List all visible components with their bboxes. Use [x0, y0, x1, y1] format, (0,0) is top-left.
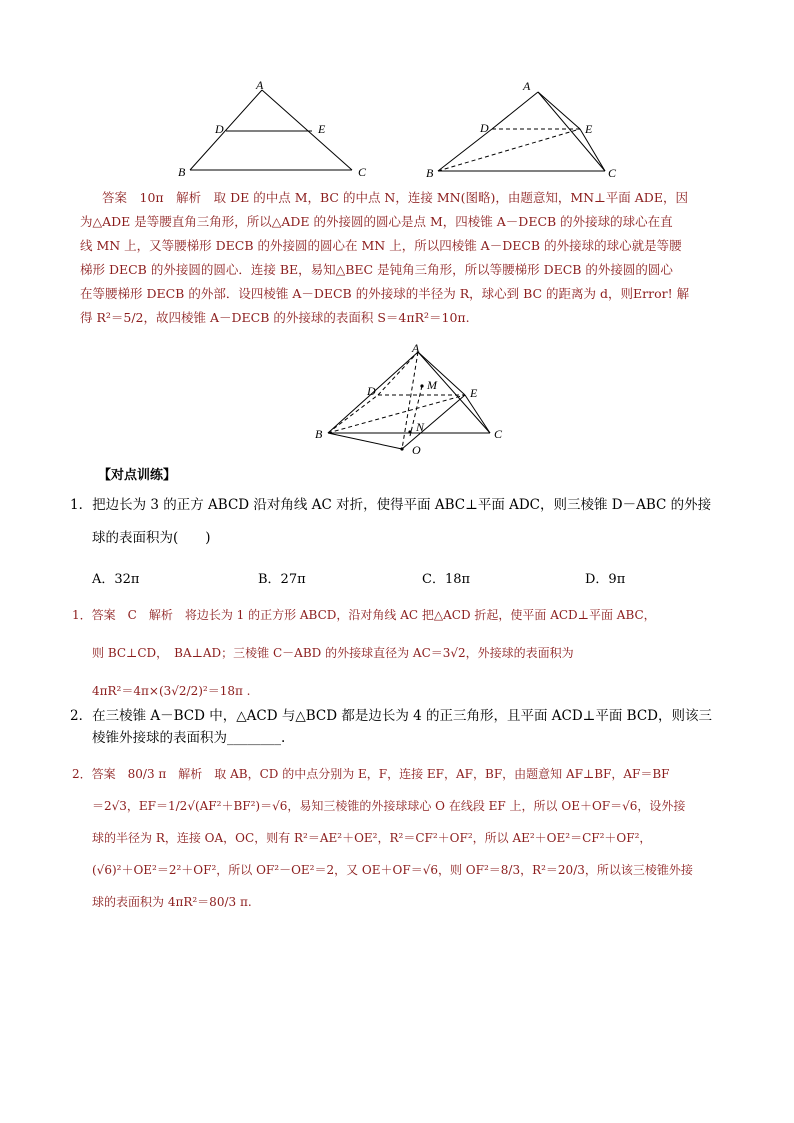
label-A: A [412, 341, 420, 355]
label-A: A [523, 79, 531, 93]
answer-2 [72, 758, 722, 918]
label-B: B [178, 165, 186, 179]
label-D: D [367, 384, 376, 398]
answer-line: 球的半径为 R，连接 OA，OC，则有 R²＝AE²＋OE²，R²＝CF²＋OF²，所以 AE²＋OE²＝CF²＋OF²， [92, 831, 652, 845]
label-C: C [358, 165, 367, 179]
answer-line: (√6)²＋OE²＝2²＋OF²，所以 OF²－OE²＝2，又 OE＋OF＝√6，则 OF²＝8/3，R²＝20/3，所以该三棱锥外接 [92, 863, 693, 877]
solution-0 [80, 186, 720, 330]
solution-line: 得 R²＝5/2，故四棱锥 A－DECB 的外接球的表面积 S＝4πR²＝10π. [80, 310, 470, 325]
solution-line: 为△ADE 是等腰直角三角形，所以△ADE 的外接圆的圆心是点 M，四棱锥 A－DECB 的外接球的球心在直 [80, 214, 673, 229]
label-E: E [585, 122, 593, 136]
label-B: B [315, 427, 323, 441]
question-2-line2: 棱锥外接球的表面积为________. [92, 730, 286, 746]
option-b: B．27π [258, 572, 306, 587]
answer-line: 4πR²＝4π×(3√2/2)²＝18π . [92, 684, 251, 698]
option-a: A．32π [92, 572, 140, 587]
answer-line: ＝2√3，EF＝1/2√(AF²＋BF²)＝√6，易知三棱锥的外接球球心 O 在线段 EF 上，所以 OE＋OF＝√6，设外接 [92, 799, 686, 813]
question-1-line2: 球的表面积为( ) [92, 530, 211, 546]
label-N: N [416, 420, 425, 434]
solution-line: 线 MN 上，又等腰梯形 DECB 的外接圆的圆心在 MN 上，所以四棱锥 A－DECB 的外接球的球心就是等腰 [80, 238, 682, 253]
figure-trapezoid [170, 78, 380, 180]
question-2-line1: 2．在三棱锥 A－BCD 中，△ACD 与△BCD 都是边长为 4 的正三角形，且平面 ACD⊥平面 BCD，则该三 [70, 708, 712, 724]
label-C: C [608, 166, 617, 180]
option-d: D．9π [585, 572, 626, 587]
section-title: 【对点训练】 [98, 468, 177, 483]
answer-line: 2．答案 80/3 π 解析 取 AB，CD 的中点分别为 E，F，连接 EF，AF，BF，由题意知 AF⊥BF，AF＝BF [72, 767, 670, 781]
label-O: O [412, 443, 421, 457]
label-A: A [256, 78, 264, 92]
question-1-line1: 1．把边长为 3 的正方 ABCD 沿对角线 AC 对折，使得平面 ABC⊥平面 ADC，则三棱锥 D－ABC 的外接 [70, 497, 712, 513]
label-M: M [427, 378, 437, 392]
option-c: C．18π [422, 572, 471, 587]
solution-line: 在等腰梯形 DECB 的外部．设四棱锥 A－DECB 的外接球的半径为 R，球心到 BC 的距离为 d，则Error! 解 [80, 286, 690, 301]
label-D: D [480, 121, 489, 135]
answer-line: 则 BC⊥CD， BA⊥AD；三棱锥 C－ABD 的外接球直径为 AC＝3√2，外接球的表面积为 [92, 646, 574, 660]
label-E: E [470, 386, 478, 400]
label-B: B [426, 166, 434, 180]
label-C: C [494, 427, 503, 441]
label-D: D [215, 122, 224, 136]
label-E: E [318, 122, 326, 136]
answer-1 [72, 596, 722, 710]
solution-line: 答案 10π 解析 取 DE 的中点 M，BC 的中点 N，连接 MN(图略)，由题意知，MN⊥平面 ADE，因 [102, 190, 688, 205]
solution-line: 梯形 DECB 的外接圆的圆心．连接 BE，易知△BEC 是钝角三角形，所以等腰梯形 DECB 的外接圆的圆心 [80, 262, 673, 277]
figure-pyramid-sphere-center [310, 340, 510, 460]
answer-line: 球的表面积为 4πR²＝80/3 π. [92, 895, 252, 909]
answer-line: 1．答案 C 解析 将边长为 1 的正方形 ABCD，沿对角线 AC 把△ACD 折起，使平面 ACD⊥平面 ABC， [72, 608, 656, 622]
figure-folded-pyramid [420, 78, 630, 180]
